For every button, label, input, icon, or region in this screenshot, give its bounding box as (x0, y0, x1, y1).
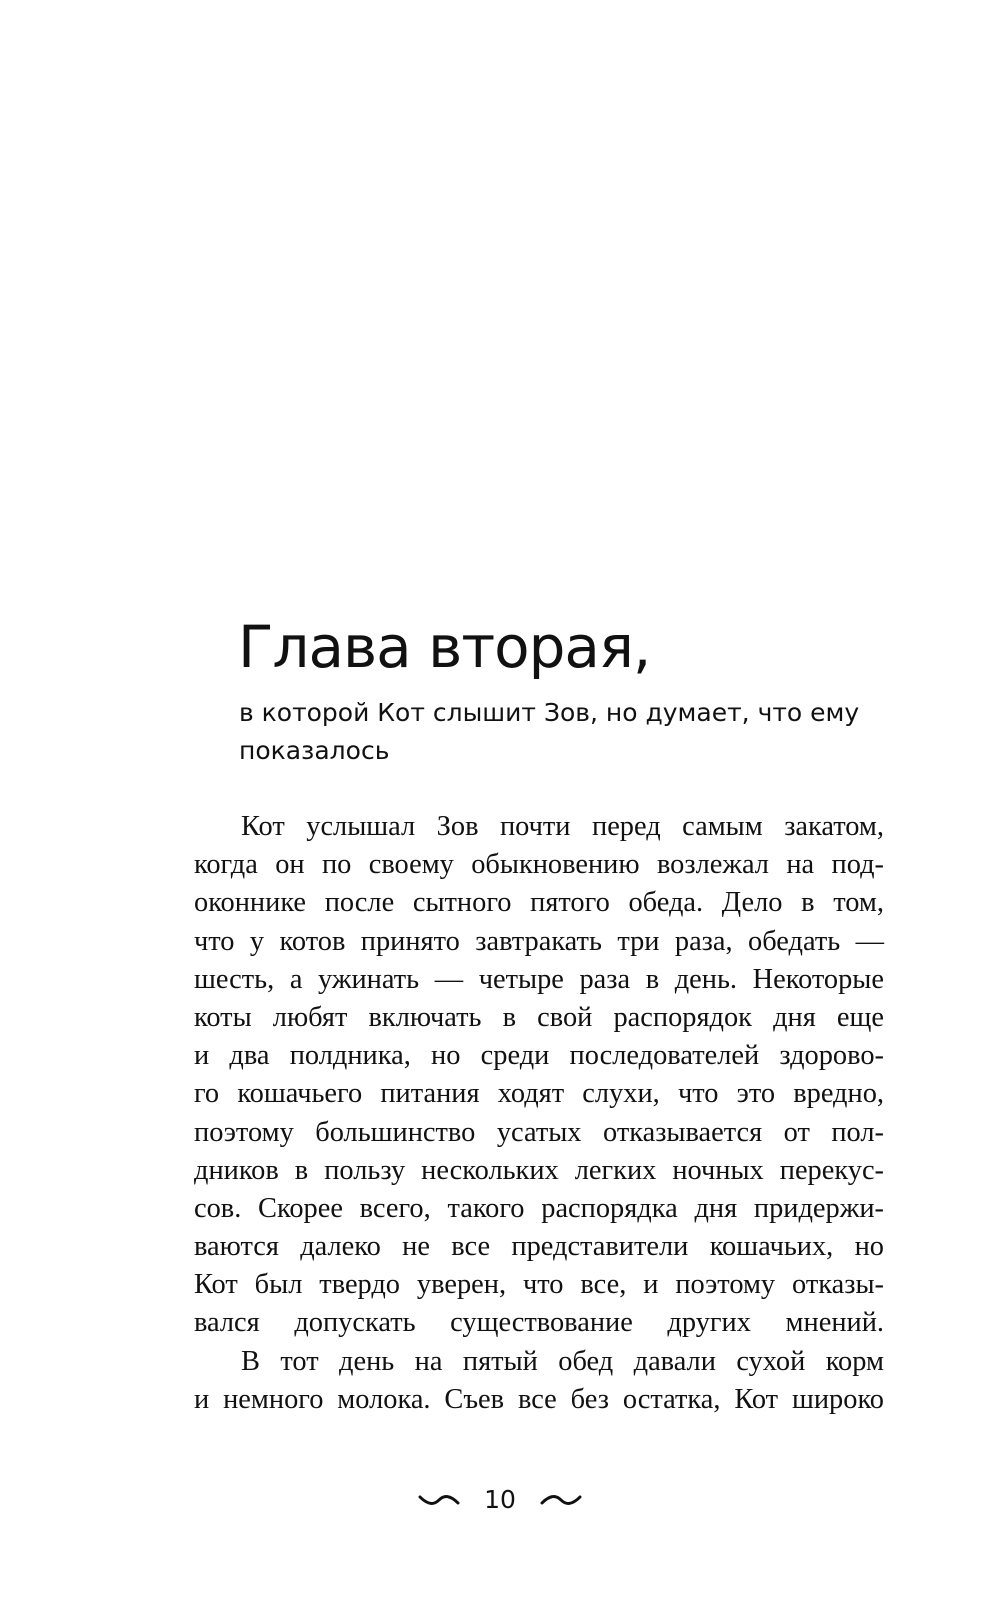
chapter-title: Глава вторая, (238, 613, 651, 681)
page-number (0, 1482, 1000, 1517)
text-line: Кот был твердо уверен, что все, и поэтому отказы- (194, 1269, 884, 1301)
text-line: В тот день на пятый обед давали сухой корм (241, 1345, 884, 1377)
text-line: оконнике после сытного пятого обеда. Дело в том, (194, 887, 884, 919)
text-line: коты любят включать в свой распорядок дня еще (194, 1001, 884, 1033)
chapter-subtitle: в которой Кот слышит Зов, но думает, что ему показалось (239, 698, 860, 765)
text-line: когда он по своему обыкновению возлежал на под- (194, 849, 884, 881)
text-line: и два полдника, но среди последователей здорово- (194, 1040, 884, 1072)
text-line: шесть, а ужинать — четыре раза в день. Некоторые (194, 963, 884, 995)
paragraph (194, 1343, 884, 1419)
text-line: что у котов принято завтракать три раза, обедать — (194, 925, 884, 957)
text-line: поэтому большинство усатых отказывается от пол- (194, 1116, 884, 1148)
text-line: вался допускать существование других мнений. (194, 1307, 884, 1339)
paragraph (194, 808, 884, 1343)
page-number-value: 10 (484, 1485, 516, 1514)
text-line: Кот услышал Зов почти перед самым закатом, (241, 811, 884, 842)
swash-right-ornament (540, 1493, 582, 1507)
body-text (194, 808, 884, 1419)
text-line: и немного молока. Съев все без остатка, Кот широко (194, 1383, 884, 1415)
swash-left-ornament (418, 1493, 460, 1507)
text-line: дников в пользу нескольких легких ночных перекус- (194, 1154, 884, 1186)
text-line: ваются далеко не все представители кошачьих, но (194, 1231, 884, 1263)
text-line: сов. Скорее всего, такого распорядка дня придержи- (194, 1192, 884, 1224)
text-line: го кошачьего питания ходят слухи, что это вредно, (194, 1078, 884, 1110)
